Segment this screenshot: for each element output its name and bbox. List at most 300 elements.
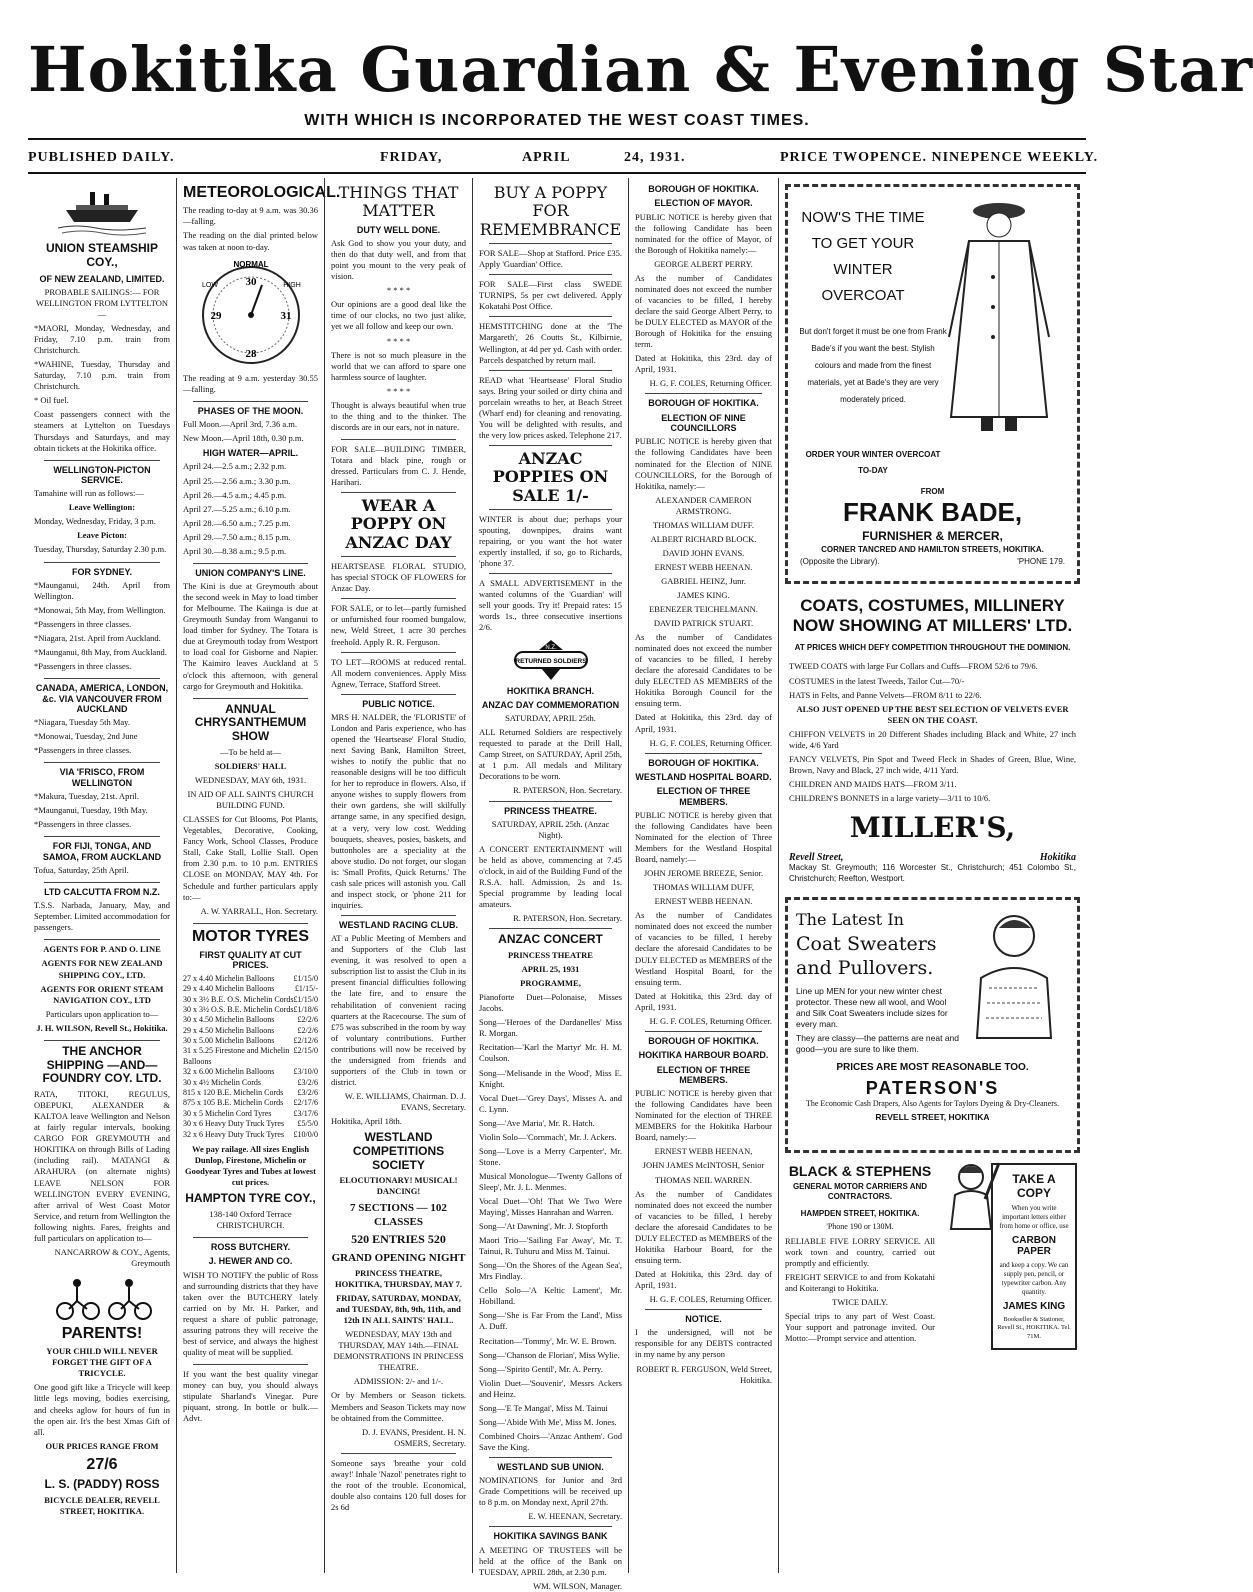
duty-heading: DUTY WELL DONE.	[356, 224, 441, 235]
programme-item: Song—'Heroes of the Dardanelles' Miss R. Morgan.	[479, 1017, 622, 1039]
programme-item: Vocal Duet—'Oh! That We Two Were Maying', Misses Hanrahan and Warren.	[479, 1195, 622, 1218]
agent-line: J. H. WILSON, Revell St., Hokitika.	[36, 1022, 168, 1033]
councillor-name: GABRIEL HEINZ, Junr.	[661, 575, 746, 586]
tyre-price: £1/15/0	[293, 994, 318, 1004]
racing-club-date: Hokitika, April 18th.	[331, 1115, 402, 1126]
newspaper-title: Hokitika Guardian & Evening Star	[28, 33, 1253, 106]
sydney-line: *Maunganui, 8th May, from Auckland.	[34, 647, 167, 658]
things-title: THINGS THAT MATTER	[338, 183, 459, 221]
wp-line: Monday, Wednesday, Friday, 3 p.m.	[34, 516, 156, 527]
columns	[28, 178, 1086, 1591]
tide-line: April 24.—2.5 a.m.; 2.32 p.m.	[183, 461, 287, 472]
column-1	[28, 178, 176, 1573]
programme-item: Musical Monologue—'Twenty Gallons of Sleep', Mr. J. L. Menmes.	[479, 1170, 622, 1192]
union-company-line-text: The Kini is due at Greymouth about the second week in May to load timber for Melbourne. The Kaiinga is due at Greymouth Sunday from Wanganui to load timber for Sydney. The Totara is due at Greymouth today from Westport to load coal for Gisborne and Napier. The Kaimiro leaves Auckland at 5 o'clock this afternoon, with general cargo for Greymouth and Hokitika.	[183, 581, 318, 691]
tyre-size: 30 x 4.50 Michelin Balloons	[183, 1015, 275, 1025]
wellington-picton-heading: WELLINGTON-PICTON SERVICE.	[53, 464, 151, 485]
tyre-size: 32 x 6 Heavy Duty Truck Tyres	[183, 1129, 285, 1139]
overcoat-man-icon	[929, 197, 1069, 437]
motor-tyres-title: MOTOR TYRES	[191, 927, 310, 945]
tide-line: April 27.—5.25 a.m.; 6.10 p.m.	[183, 503, 291, 514]
sub-union-text: NOMINATIONS for Junior and 3rd Grade Competitions will be received up to 8 p.m. on Monday next, April 27th.	[479, 1475, 622, 1508]
borough-heading: BOROUGH OF HOKITIKA.	[648, 1035, 759, 1046]
paterson-prices: PRICES ARE MOST REASONABLE TOO.	[836, 1062, 1029, 1074]
nalder-notice: MRS H. NALDER, the 'FLORISTE' of London and Paris experience, who has opened the 'Heartsease' Floral Studio, next Saving Bank, Hamilton Street, wishes to notify the public that no reasonable designs will be too difficult for her to reproduce in flowers. Also, if anyone wishes to supply flowers from their own gardens, she will skilfully arrange same, in any specified design, at a very, very low cost. Wedding bouquets, sheaves, posies, baskets, and buttonholes are a speciality at the above studio. Do not forget, our slogan is: 'Small Profits, Quick Returns.' The cash sale prices will astonish you. Call and inspect stock, or 'phone 211 for inquiries.	[331, 712, 466, 910]
vinegar-ad: If you want the best quality vinegar money can buy, you should always stipulate Sharland's Vinegar. Pure piquant, strong. In bottle or bulk.—Advt.	[183, 1369, 318, 1424]
public-notice-heading: PUBLIC NOTICE.	[362, 698, 435, 709]
concert-ad-text: A CONCERT ENTERTAINMENT will be held as above, commencing at 7.45 o'clock, in aid of the Building Fund of the R.S.A. hall. Admission, 2s and 1s. Special programme by leading local amateurs.	[479, 843, 622, 910]
tyre-size: 815 x 120 B.E. Michelin Cords	[183, 1088, 284, 1098]
millers-branches: Mackay St. Greymouth; 116 Worcester St., Christchurch; 451 Colombo St., Christchurch; Reefton, Westport.	[789, 863, 1076, 883]
sailings-heading: PROBABLE SAILINGS:— FOR WELLINGTON FROM LYTTELTON—	[35, 286, 169, 320]
stars-divider: * * * *	[386, 335, 411, 346]
dateline	[28, 150, 1099, 170]
millers-item: FANCY VELVETS, Pin Spot and Tweed Fleck in Shades of Green, Blue, Wine, Brown, Navy and Black, 27 inch wide, 4/11 Yard.	[789, 753, 1076, 775]
month-label: APRIL	[522, 150, 571, 165]
tyre-size: 29 x 4.40 Michelin Balloons	[183, 984, 275, 994]
programme-item: Maori Trio—'Sailing Far Away', Mr. T. Tainui, R. Tuhuru and Miss M. Tainui.	[479, 1235, 622, 1257]
tide-line: April 25.—2.56 a.m.; 3.30 p.m.	[183, 475, 291, 486]
classified-ad: READ what 'Heartsease' Floral Studio says. Bring your soiled or dirty china and porcelain wreaths to her, at Beach Street (Wharf end) for cleaning and renovating. You will be delighted with results, and the very low prices asked. Telephone 217.	[479, 374, 622, 440]
bade-address: CORNER TANCRED AND HAMILTON STREETS, HOKITIKA.	[821, 545, 1044, 554]
bade-from: FROM	[920, 487, 945, 496]
canada-line: *Passengers in three classes.	[34, 745, 132, 756]
tyre-price: £3/2/6	[297, 1088, 318, 1098]
tyre-size: 32 x 6.00 Michelin Balloons	[183, 1067, 275, 1077]
union-steamship-title: UNION STEAMSHIP COY.,	[45, 241, 158, 269]
tyre-row	[183, 1088, 318, 1098]
frisco-line: *Maunganui, Tuesday, 19th May.	[34, 805, 148, 816]
returning-officer: H. G. F. COLES, Returning Officer.	[649, 1015, 772, 1026]
bs-line: RELIABLE FIVE LORRY SERVICE. All work town and country, carried out promptly and efficiently.	[785, 1235, 935, 1268]
tyre-price: £3/17/6	[293, 1108, 318, 1118]
harbour-text-2: As the number of Candidates nominated does not exceed the number of vacancies to be filled, I hereby declare the aforesaid Candidates to be DULY ELECTED as MEMBERS of the Hokitika Harbour Board, for the ensuing term.	[635, 1188, 772, 1265]
union-steamship-subtitle: OF NEW ZEALAND, LIMITED.	[39, 273, 165, 284]
millers-headline: COATS, COSTUMES, MILLINERY NOW SHOWING AT MILLERS' LTD.	[792, 596, 1073, 635]
tyre-price: £1/18/6	[293, 1004, 318, 1014]
king-headline: TAKE A COPY	[1012, 1171, 1056, 1200]
sydney-line: *Maunganui, 24th. April from Wellington.	[34, 579, 170, 601]
ross-butchery-heading: ROSS BUTCHERY.	[210, 1242, 291, 1253]
sailing-line: *MAORI, Monday, Wednesday, and Friday, 7.10 p.m. train from Christchurch.	[34, 323, 170, 356]
bs-line: TWICE DAILY.	[832, 1296, 888, 1307]
millers-town: Hokitika	[1039, 852, 1076, 864]
tricycle-icon	[47, 1275, 157, 1321]
anzac-poppies-title: ANZAC POPPIES ON SALE 1/-	[492, 448, 609, 505]
returning-officer: H. G. F. COLES, Returning Officer.	[649, 737, 772, 748]
king-text-2: and keep a copy. We can supply pen, pencil, or typewriter carbon. Any quantity.	[999, 1260, 1069, 1297]
millers-ad	[785, 590, 1080, 889]
councillors-text-2: As the number of Candidates nominated does not exceed the number of vacancies to be filled, I hereby declare the aforesaid Candidates to be duly ELECTED AS MEMBERS of the Hokitika Borough Council for the ensuing term.	[635, 632, 772, 709]
tyre-row	[183, 1067, 318, 1077]
programme-item: Song—'E Te Mangai', Miss M. Tainui	[479, 1402, 608, 1413]
bs-line: FREIGHT SERVICE to and from Kokatahi and Koiterangi to Hokitika.	[785, 1271, 935, 1293]
comp-line: ADMISSION: 2/- and 1/-.	[353, 1376, 444, 1387]
wear-poppy-title: WEAR A POPPY ON ANZAC DAY	[345, 496, 452, 552]
things-paragraph: Thought is always beautiful when true to the thing and to the thinker. The discords are in our ears, not in nature.	[331, 399, 466, 432]
tyre-price: £2/12/6	[293, 1036, 318, 1046]
hospital-name: ERNEST WEBB HEENAN.	[654, 896, 753, 907]
moon-line: Full Moon.—April 3rd, 7.36 a.m.	[183, 419, 298, 430]
hampton-tyre-name: HAMPTON TYRE COY.,	[185, 1191, 316, 1206]
agent-line: AGENTS FOR NEW ZEALAND SHIPPING COY., LTD.	[41, 958, 163, 980]
programme-item: Combined Choirs—'Anzac Anthem'. God Save the King.	[479, 1430, 622, 1452]
savings-bank-text: A MEETING OF TRUSTEES will be held at the office of the Bank on TUESDAY, APRIL 28th, at 2.30 p.m.	[479, 1544, 622, 1577]
councillor-list	[635, 495, 772, 629]
things-paragraph: Our opinions are a good deal like the time of our clocks, no two just alike, yet we all follow and keep our own.	[331, 299, 466, 332]
programme-item: Song—'Ave Maria', Mr. R. Hatch.	[479, 1117, 595, 1128]
parents-firm: L. S. (PADDY) ROSS	[44, 1477, 160, 1492]
tyre-price: £1/15/0	[293, 973, 318, 983]
chrys-line: WEDNESDAY, MAY 6th, 1931.	[194, 775, 307, 786]
parents-line: YOUR CHILD WILL NEVER FORGET THE GIFT OF A TRICYCLE.	[46, 1346, 158, 1379]
racing-club-heading: WESTLAND RACING CLUB.	[339, 919, 458, 930]
canada-line: *Niagara, Tuesday 5th May.	[34, 717, 131, 728]
paterson-subtitle: The Economic Cash Drapers, Also Agents for Taylors Dyeing & Dry-Cleaners.	[805, 1098, 1059, 1108]
councillor-name: JAMES KING.	[677, 589, 730, 600]
column-4	[472, 178, 628, 1591]
commemoration-date: SATURDAY, APRIL 25th.	[505, 713, 596, 724]
sub-union-heading: WESTLAND SUB UNION.	[497, 1461, 604, 1472]
to-let-ad: TO LET—ROOMS at reduced rental. All modern conveniences. Apply Miss Agnew, Terrace, Stafford Street.	[331, 656, 466, 689]
paterson-text-2: They are classy—the patterns are neat and good—you are sure to like them.	[796, 1033, 960, 1055]
heartsease-ad: HEARTSEASE FLORAL STUDIO, has special STOCK OF FLOWERS for Anzac Day.	[331, 561, 466, 594]
frisco-heading: VIA 'FRISCO, FROM WELLINGTON	[59, 767, 145, 788]
wp-line: Leave Picton:	[77, 530, 127, 541]
borough-heading: BOROUGH OF HOKITIKA.	[648, 398, 759, 409]
notice-heading: NOTICE.	[685, 1314, 722, 1325]
programme-item: Song—'She is Far From the Land', Miss A. Duff.	[479, 1310, 622, 1332]
programme-item: Song—'Abide With Me', Miss M. Jones.	[479, 1416, 617, 1427]
tyre-list	[183, 974, 318, 1140]
dial-label-low: LOW	[201, 281, 218, 289]
programme-item: Violin Solo—'Cornmach', Mr. J. Ackers.	[479, 1131, 617, 1142]
chrys-line: SOLDIERS' HALL	[214, 761, 287, 772]
returned-soldiers-badge	[511, 638, 591, 682]
millers-name: MILLER'S,	[849, 811, 1016, 844]
programme-heading: PROGRAMME,	[520, 978, 581, 989]
tyre-row	[183, 995, 318, 1005]
badge-top: N.Z.	[544, 644, 557, 651]
king-text: When you write important letters either from home or office, use	[999, 1203, 1069, 1230]
paterson-headline-line: and Pullovers.	[796, 956, 934, 979]
tyre-price: £1/15/-	[294, 984, 318, 994]
hospital-name: THOMAS WILLIAM DUFF,	[653, 882, 754, 893]
tyre-row	[183, 1098, 318, 1108]
bs-phone: 'Phone 190 or 130M.	[826, 1222, 894, 1232]
king-name: JAMES KING	[1002, 1301, 1066, 1313]
stars-divider: * * * *	[386, 385, 411, 396]
chrys-line: —To be held at—	[219, 746, 281, 757]
millers-subhead: AT PRICES WHICH DEFY COMPETITION THROUGHOUT THE DOMINION.	[794, 643, 1071, 653]
day-label: FRIDAY,	[380, 150, 443, 165]
councillors-dated: Dated at Hokitika, this 23rd. day of April, 1931.	[635, 712, 772, 734]
newspaper-subtitle: WITH WHICH IS INCORPORATED THE WEST COAST TIMES.	[304, 112, 810, 129]
calcutta-heading: LTD CALCUTTA FROM N.Z.	[44, 886, 160, 897]
sub-union-signature: E. W. HEENAN, Secretary.	[528, 1511, 622, 1522]
harbour-name: THOMAS NEIL WARREN.	[654, 1174, 753, 1185]
borough-heading: BOROUGH OF HOKITIKA.	[648, 184, 759, 194]
paterson-headline-line: Coat Sweaters	[796, 932, 937, 955]
motor-tyres-footer: We pay railage. All sizes English Dunlop, Firestone, Michelin or Goodyear Tyres and Tubes at lowest cut prices.	[185, 1143, 316, 1188]
councillor-name: DAVID PATRICK STUART.	[653, 618, 754, 629]
frank-bade-ad	[785, 184, 1080, 584]
programme-item: Song—'Melisande in the Wood', Miss E. Knight.	[479, 1067, 622, 1089]
black-stephens-ad	[785, 1159, 935, 1347]
programme-item: Pianoforte Duet—Polonaise, Misses Jacobs.	[479, 992, 622, 1014]
carbon-paper-box	[991, 1163, 1077, 1350]
councillor-name: ERNEST WEBB HEENAN.	[654, 561, 753, 572]
timber-ad: FOR SALE—BUILDING TIMBER, Totara and black pine, rough or dressed. Particulars from C. J. Hende, Harihari.	[331, 443, 466, 488]
harbour-dated: Dated at Hokitika, this 23rd. day of April, 1931.	[635, 1268, 772, 1290]
published-label: PUBLISHED DAILY.	[28, 150, 175, 165]
bade-trade: FURNISHER & MERCER,	[862, 529, 1003, 543]
union-company-line-heading: UNION COMPANY'S LINE.	[195, 567, 306, 578]
agent-line: AGENTS FOR ORIENT STEAM NAVIGATION COY., LTD	[40, 983, 164, 1005]
mayor-name: GEORGE ALBERT PERRY.	[654, 258, 753, 269]
councillor-name: ALEXANDER CAMERON ARMSTRONG.	[655, 494, 752, 516]
bade-headline-line: NOW'S THE TIME	[801, 209, 925, 226]
tyre-row	[183, 974, 318, 984]
bade-order: ORDER YOUR WINTER OVERCOAT TO-DAY	[805, 450, 941, 475]
hospital-board-heading: WESTLAND HOSPITAL BOARD.	[635, 771, 772, 782]
badge-label: RETURNED SOLDIERS	[514, 657, 587, 665]
commemoration-heading: ANZAC DAY COMMEMORATION	[481, 699, 620, 710]
comp-line: GRAND OPENING NIGHT	[331, 1251, 466, 1264]
anchor-shipping-title: THE ANCHOR SHIPPING —AND— FOUNDRY COY. LTD.	[42, 1043, 162, 1086]
bs-line: Special trips to any part of West Coast. Your support and patronage invited. Our Motto:—Prompt service and attention.	[785, 1310, 935, 1343]
comp-line: WEDNESDAY, MAY 13th and THURSDAY, MAY 14th.—FINAL DEMONSTRATIONS IN PRINCESS THEATRE.	[333, 1329, 464, 1373]
steamship-icon	[56, 188, 148, 238]
moon-heading: PHASES OF THE MOON.	[197, 405, 304, 416]
bottom-ads	[785, 1159, 1080, 1409]
tyre-price: £3/10/0	[293, 1067, 318, 1077]
bade-name: FRANK BADE,	[842, 497, 1023, 527]
tyre-size: 31 x 5.25 Firestone and Michelin Balloons	[183, 1046, 290, 1066]
millers-item: TWEED COATS with large Fur Collars and Cuffs—FROM 52/6 to 79/6.	[789, 661, 1038, 672]
mayor-dated: Dated at Hokitika, this 23rd. day of April, 1931.	[635, 353, 772, 375]
chrys-text: CLASSES for Cut Blooms, Pot Plants, Vegetables, Decorative, Cooking, Fancy Work, School Classes, Produce Stall, Cake Stall, Lollie Stall. Open from 2.30 p.m. to 10 p.m. ENTRIES CLOSE on MONDAY, MAY 4th. For Schedule and further particulars apply to:—	[183, 814, 318, 902]
column-5	[628, 178, 778, 1573]
commemoration-signature: R. PATERSON, Hon. Secretary.	[513, 785, 622, 796]
tyre-size: 29 x 4.50 Michelin Balloons	[183, 1025, 275, 1035]
bs-name: BLACK & STEPHENS	[788, 1162, 932, 1179]
hospital-text: PUBLIC NOTICE is hereby given that the following Candidates have been Nominated for the election of Three Members for the Westland Hospital Board, namely:—	[635, 809, 772, 865]
tyre-price: £2/2/6	[297, 1025, 318, 1035]
councillor-name: ALBERT RICHARD BLOCK.	[650, 533, 757, 544]
hospital-text-2: As the number of Candidates nominated does not exceed the number of vacancies to be filled, I hereby declare the aforesaid Candidates to be DULY ELECTED as MEMBERS of the Westland Hospital Board, for the ensuing term.	[635, 910, 772, 987]
princess-theatre-date: SATURDAY, APRIL 25th. (Anzac Night).	[491, 818, 610, 840]
dial-number: 30	[245, 275, 256, 288]
harbour-name: JOHN JAMES McINTOSH, Senior	[642, 1160, 765, 1171]
dial-number: 28	[245, 347, 256, 360]
savings-bank-heading: HOKITIKA SAVINGS BANK	[493, 1531, 608, 1542]
bade-phone: 'PHONE 179.	[1017, 557, 1065, 566]
chrys-signature: A. W. YARRALL, Hon. Secretary.	[200, 905, 318, 916]
returning-officer: H. G. F. COLES, Returning Officer.	[649, 378, 772, 389]
tyre-size: 875 x 105 B.E. Michelin Cords	[183, 1098, 284, 1108]
tyre-row	[183, 1015, 318, 1025]
king-address: Bookseller & Stationer, Revell St., HOKITIKA. Tel. 71M.	[997, 1315, 1071, 1340]
councillors-heading: ELECTION OF NINE COUNCILLORS	[661, 412, 746, 434]
programme-item: Recitation—'Tommy', Mr. W. E. Brown.	[479, 1335, 617, 1346]
millers-item: CHILDREN'S BONNETS in a large variety—3/11 to 10/6.	[789, 792, 991, 803]
competitions-title: WESTLAND COMPETITIONS SOCIETY	[352, 1130, 445, 1172]
paterson-headline-line: The Latest In	[796, 909, 904, 929]
comp-line: FRIDAY, SATURDAY, MONDAY, and TUESDAY, 8th, 9th, 11th, and 12th IN ALL SAINTS' HALL.	[336, 1293, 461, 1326]
tyre-size: 30 x 5.00 Michelin Balloons	[183, 1036, 275, 1046]
tyre-price: £2/17/6	[293, 1098, 318, 1108]
paterson-name: PATERSON'S	[865, 1078, 1000, 1099]
column-3	[324, 178, 472, 1573]
bade-headline-line: TO GET YOUR	[811, 235, 915, 252]
masthead	[28, 30, 1253, 130]
meteorological-title: METEOROLOGICAL.	[183, 184, 341, 201]
parents-address: BICYCLE DEALER, REVELL STREET, HOKITIKA.	[44, 1494, 160, 1516]
three-members-heading: ELECTION OF THREE MEMBERS.	[656, 786, 751, 807]
programme-item: Cello Solo—'A Keltic Lament', Mr. Hobilland.	[479, 1285, 622, 1307]
agent-line: Particulars upon application to—	[45, 1008, 159, 1019]
fiji-heading: FOR FIJI, TONGA, AND SAMOA, FROM AUCKLAND	[42, 841, 162, 862]
sailing-line: *WAHINE, Tuesday, Thursday and Saturday, 7.10 p.m. train from Christchurch.	[34, 359, 170, 392]
comp-line: 7 SECTIONS — 102 CLASSES	[350, 1201, 447, 1228]
met-line: The reading on the dial printed below was taken at noon to-day.	[183, 230, 318, 252]
anzac-concert-title: ANZAC CONCERT	[498, 932, 603, 947]
canada-heading: CANADA, AMERICA, LONDON, &c. VIA VANCOUVER FROM AUCKLAND	[35, 683, 169, 714]
borough-heading: BOROUGH OF HOKITIKA.	[648, 757, 759, 768]
harbour-board-heading: HOKITIKA HARBOUR BOARD.	[638, 1050, 769, 1061]
things-paragraph: Ask God to show you your duty, and then do that duty well, and from that point you mount to the very peak of vision.	[331, 238, 466, 282]
hewer-name: J. HEWER AND CO.	[208, 1256, 293, 1267]
tyre-size: 30 x 4½ Michelin Cords	[183, 1077, 261, 1087]
wp-line: Leave Wellington:	[68, 502, 136, 513]
dateline-rule	[28, 172, 1086, 174]
sailing-line: Coast passengers connect with the steamers at Lyttelton on Tuesdays Thursdays and Saturdays, and may obtain tickets at the Hokitika office.	[34, 409, 170, 453]
paterson-text: Line up MEN for your new winter chest protector. These new all wool, and Wool and Silk Coat Sweaters include sizes for every man.	[796, 985, 948, 1030]
harbour-text: PUBLIC NOTICE is hereby given that the following Candidates have been Nominated for the election of THREE MEMBERS for the Hokitika Harbour Board, namely:—	[635, 1088, 772, 1143]
price-label: PRICE TWOPENCE. NINEPENCE WEEKLY.	[780, 150, 1099, 165]
tyre-size: 30 x 3½ O.S. B.E. Michelin Cords	[183, 1004, 294, 1014]
mayor-heading: ELECTION OF MAYOR.	[654, 198, 753, 209]
bade-headline-line: WINTER	[833, 261, 893, 278]
three-members-heading: ELECTION OF THREE MEMBERS.	[656, 1064, 751, 1085]
millers-item: ALSO JUST OPENED UP THE BEST SELECTION OF VELVETS EVER SEEN ON THE COAST.	[796, 703, 1069, 725]
concert-place: PRINCESS THEATRE	[508, 950, 593, 961]
millers-location	[789, 852, 1076, 863]
parents-title: PARENTS!	[61, 1324, 143, 1342]
sydney-line: *Niagara, 21st. April from Auckland.	[34, 633, 161, 644]
dial-label-high: HIGH	[282, 281, 301, 289]
tide-line: April 30.—8.38 a.m.; 9.5 p.m.	[183, 545, 287, 556]
bs-address: HAMPDEN STREET, HOKITIKA.	[800, 1208, 920, 1218]
fiji-line: Tofua, Saturday, 25th April.	[34, 864, 129, 875]
tyre-row	[183, 1046, 318, 1067]
tide-line: April 26.—4.5 a.m.; 4.45 p.m.	[183, 489, 287, 500]
harbour-name: ERNEST WEBB HEENAN,	[654, 1146, 753, 1157]
tyre-price: £3/2/6	[297, 1077, 318, 1087]
competitions-signature: D. J. EVANS, President. H. N. OSMERS, Secretary.	[362, 1426, 466, 1448]
tide-line: April 28.—6.50 a.m.; 7.25 p.m.	[183, 517, 291, 528]
paterson-headline	[796, 908, 946, 980]
mayor-text-2: As the number of Candidates nominated does not exceed the number of vacancies to be filled, I hereby declare the said George Albert Perry, to be DULY ELECTED as MAYOR of the Borough of Hokitika for the ensuing term.	[635, 272, 772, 350]
dial-number: 31	[280, 309, 291, 322]
motor-tyres-subtitle: FIRST QUALITY AT CUT PRICES.	[199, 950, 302, 971]
parents-line: One good gift like a Tricycle will keep little legs moving, bodies exercising, and cheeks aglow for hours of fun in the open air. It's the best Xmas Gift of all.	[34, 1382, 170, 1437]
ross-butchery-text: WISH TO NOTIFY the public of Ross and surrounding districts that they have taken over the BUTCHERY lately carried on by Mr. H. Parker, and request a share of public patronage, assuring patrons they will receive the best of service, and always the highest quality of meat will be supplied.	[183, 1269, 318, 1358]
millers-item: CHILDREN AND MAIDS HATS—FROM 3/11.	[789, 778, 957, 789]
racing-club-signature: W. E. WILLIAMS, Chairman. D. J. EVANS, Secretary.	[344, 1090, 466, 1112]
calcutta-text: T.S.S. Narbada, January, May, and September. Limited accommodation for passengers.	[34, 900, 170, 933]
tyre-row	[183, 1109, 318, 1119]
winter-ad: WINTER is about due; perhaps your spouting, downpipes, drains want repairing, or you want the hot water expertly installed, if so, go to Richards, 'phone 37.	[479, 514, 622, 569]
met-yesterday: The reading at 9 a.m. yesterday 30.55—falling.	[183, 372, 318, 394]
tyre-price: £5/5/0	[297, 1119, 318, 1129]
hokitika-branch: HOKITIKA BRANCH.	[506, 685, 595, 696]
councillor-name: DAVID JOHN EVANS.	[662, 547, 745, 558]
millers-item: CHIFFON VELVETS in 20 Different Shades including Black and White, 27 inch wide, 4/6 Yard	[789, 728, 1076, 750]
frisco-line: *Passengers in three classes.	[34, 819, 132, 830]
returning-officer: H. G. F. COLES, Returning Officer.	[649, 1293, 772, 1304]
dial-number: 29	[210, 309, 221, 322]
for-sale-ad: FOR SALE, or to let—partly furnished or unfurnished four roomed bungalow, new, Weld Street, 1 acre 30 perches freehold. Apply R. R. Ferguson.	[331, 603, 466, 647]
bade-headline-line: OVERCOAT	[821, 287, 905, 304]
programme-item: Song—'Chanson de Florian', Miss Wylie.	[479, 1349, 620, 1360]
programme-item: Song—'Spirito Gentil', Mr. A. Perry.	[479, 1363, 603, 1374]
councillors-text: PUBLIC NOTICE is hereby given that the following Candidates have been nominated for the Election of NINE COUNCILLORS, for the Borough of Hokitika, namely:—	[635, 436, 772, 491]
tyre-price: £2/2/6	[297, 1015, 318, 1025]
sydney-line: *Monowai, 5th May, from Wellington.	[34, 604, 166, 615]
column-2	[176, 178, 341, 1573]
councillor-name: THOMAS WILLIAM DUFF.	[653, 519, 754, 530]
tide-heading: HIGH WATER—APRIL.	[202, 448, 299, 459]
bade-library: (Opposite the Library).	[800, 557, 880, 566]
comp-line: PRINCESS THEATRE, HOKITIKA, THURSDAY, MAY 7.	[334, 1268, 463, 1290]
councillor-name: EBENEZER TEICHELMANN.	[649, 604, 758, 615]
concert-ad-signature: R. PATERSON, Hon. Secretary.	[513, 913, 622, 924]
programme-item: Song—'On the Shores of the Agean Sea', Mrs Findlay.	[479, 1260, 622, 1282]
column-6	[778, 178, 1086, 1573]
tyre-price: £2/15/0	[293, 1046, 318, 1056]
programme-item: Vocal Duet—'Grey Days', Misses A. and C. Lynn.	[479, 1092, 622, 1114]
anchor-shipping-text: RATA, TITOKI, REGULUS, OBEPUKI, ALEXANDER & KALTOA leave Wellington and Nelson at fairly regular intervals, booking CARGO FOR GREYMOUTH and HOKITIKA on through Bills of Lading (including rail). MATANGI & ARAHURA (on alternate nights) LEAVE NELSON FOR WELLINGTON EVERY EVENING, after arrival of West Coast Motor Service, and return from Wellington the following nights. Fares, freights and full particulars on application to—	[34, 1089, 170, 1243]
canada-line: *Monowai, Tuesday, 2nd June	[34, 731, 138, 742]
tide-line: April 29.—7.50 a.m.; 8.15 p.m.	[183, 531, 291, 542]
programme-item: Song—'At Dawning', Mr. J. Stopforth	[479, 1221, 608, 1232]
tyre-size: 30 x 5 Michelin Cord Tyres	[183, 1108, 272, 1118]
tyre-row	[183, 1078, 318, 1088]
hospital-dated: Dated at Hokitika, this 23rd. day of April, 1931.	[635, 990, 772, 1012]
paterson-address: REVELL STREET, HOKITIKA	[875, 1112, 990, 1123]
millers-street: Revell Street,	[789, 852, 844, 864]
met-line: The reading to-day at 9 a.m. was 30.36—falling.	[183, 205, 318, 227]
stars-divider: * * * *	[386, 285, 411, 296]
parents-price: 27/6	[86, 1455, 118, 1473]
savings-bank-signature: WM. WILSON, Manager.	[533, 1580, 622, 1591]
small-ad: A SMALL ADVERTISEMENT in the wanted columns of the 'Guardian' will sell your goods. Try it! Prepaid rates: 15 words 1s., three consecutive insertions 2/6.	[479, 578, 622, 633]
frisco-line: *Makura, Tuesday, 21st. April.	[34, 791, 139, 802]
millers-item: COSTUMES in the latest Tweeds, Tailor Cut—70/-	[789, 675, 965, 686]
hospital-name: JOHN JEROME BREEZE, Senior.	[643, 868, 764, 879]
comp-line: Or by Members or Season tickets. Members and Season Tickets may now be obtained from the Committee.	[331, 1390, 466, 1423]
sydney-line: *Passengers in three classes.	[34, 619, 132, 629]
moon-line: New Moon.—April 18th, 0.30 p.m.	[183, 433, 304, 444]
classified-ad: FOR SALE—Shop at Stafford. Price £35. Apply 'Guardian' Office.	[479, 248, 622, 270]
tyre-row	[183, 1130, 318, 1140]
chrysanthemum-title: ANNUAL CHRYSANTHEMUM SHOW	[194, 701, 307, 744]
programme-item: Song—'Love is a Merry Carpenter', Mr. Stone.	[479, 1145, 622, 1167]
mayor-text: PUBLIC NOTICE is hereby given that the following Candidate has been nominated for the office of Mayor, of the Borough of Hokitika namely:—	[635, 211, 772, 255]
tyre-price: £10/0/0	[293, 1129, 318, 1139]
